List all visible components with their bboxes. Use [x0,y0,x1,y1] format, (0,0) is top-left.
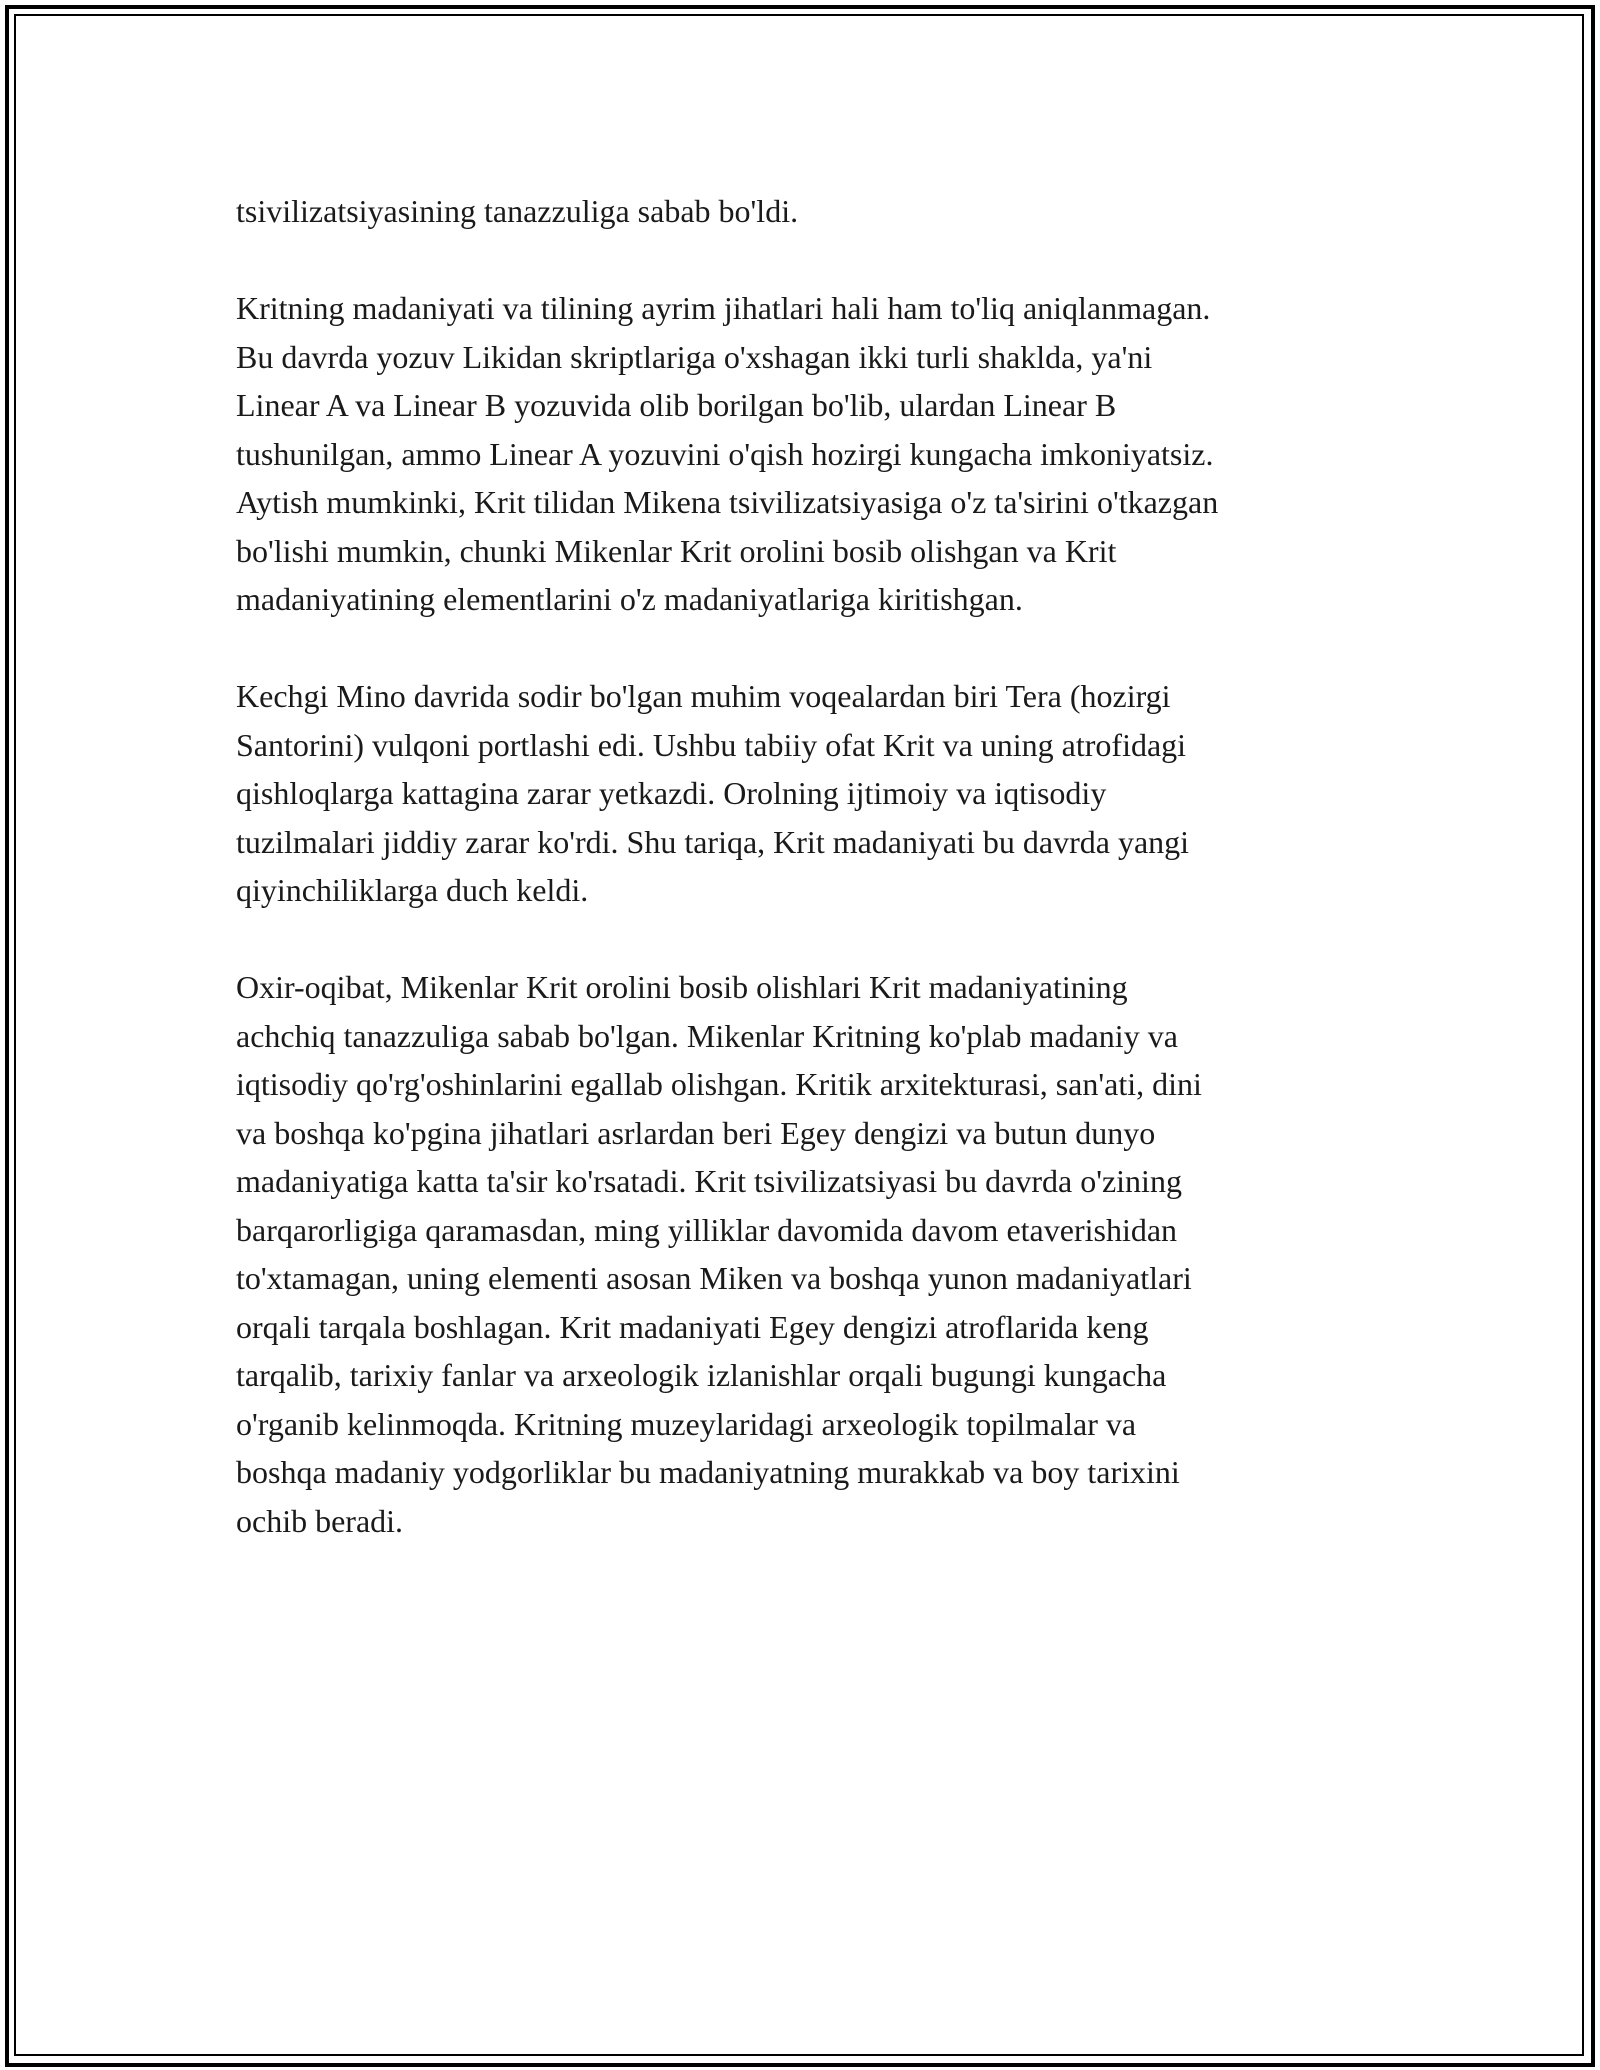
text-line: Linear A va Linear B yozuvida olib borilgan bo'lib, ulardan Linear B [236,387,1117,423]
text-line: Kechgi Mino davrida sodir bo'lgan muhim voqealardan biri Tera (hozirgi [236,678,1171,714]
text-line: Aytish mumkinki, Krit tilidan Mikena tsivilizatsiyasiga o'z ta'sirini o'tkazgan [236,484,1219,520]
paragraph-1 [236,187,1376,236]
text-line: qiyinchiliklarga duch keldi. [236,872,589,908]
text-line: tarqalib, tarixiy fanlar va arxeologik izlanishlar orqali bugungi kungacha [236,1357,1167,1393]
text-line: ochib beradi. [236,1502,404,1539]
paragraph-4 [236,963,1376,1545]
paragraph-3 [236,672,1376,915]
text-line: to'xtamagan, uning elementi asosan Miken va boshqa yunon madaniyatlari [236,1260,1192,1296]
text-line: achchiq tanazzuliga sabab bo'lgan. Mikenlar Kritning ko'plab madaniy va [236,1017,1178,1054]
text-line: tuzilmalari jiddiy zarar ko'rdi. Shu tariqa, Krit madaniyati bu davrda yangi [236,823,1190,860]
text-line: madaniyatining elementlarini o'z madaniyatlariga kiritishgan. [236,581,1023,617]
text-line: Santorini) vulqoni portlashi edi. Ushbu tabiiy ofat Krit va uning atrofidagi [236,726,1187,763]
text-line: qishloqlarga kattagina zarar yetkazdi. Orolning ijtimoiy va iqtisodiy [236,775,1107,811]
text-line: madaniyatiga katta ta'sir ko'rsatadi. Krit tsivilizatsiyasi bu davrda o'zining [236,1163,1182,1199]
text-line: tsivilizatsiyasining tanazzuliga sabab bo'ldi. [236,193,799,229]
text-line: Kritning madaniyati va tilining ayrim jihatlari hali ham to'liq aniqlanmagan. [236,290,1211,326]
text-line: iqtisodiy qo'rg'oshinlarini egallab olishgan. Kritik arxitekturasi, san'ati, dini [236,1066,1202,1102]
text-line: orqali tarqala boshlagan. Krit madaniyati Egey dengizi atroflarida keng [236,1308,1149,1345]
text-line: Bu davrda yozuv Likidan skriptlariga o'xshagan ikki turli shaklda, ya'ni [236,338,1153,375]
paragraph-2 [236,284,1376,624]
text-line: tushunilgan, ammo Linear A yozuvini o'qish hozirgi kungacha imkoniyatsiz. [236,435,1214,472]
text-line: o'rganib kelinmoqda. Kritning muzeylaridagi arxeologik topilmalar va [236,1405,1137,1442]
text-line: bo'lishi mumkin, chunki Mikenlar Krit orolini bosib olishgan va Krit [236,532,1117,569]
text-line: barqarorligiga qaramasdan, ming yilliklar davomida davom etaverishidan [236,1211,1178,1248]
document-body [236,187,1376,1594]
text-line: boshqa madaniy yodgorliklar bu madaniyatning murakkab va boy tarixini [236,1454,1180,1490]
text-line: Oxir-oqibat, Mikenlar Krit orolini bosib olishlari Krit madaniyatining [236,969,1128,1005]
text-line: va boshqa ko'pgina jihatlari asrlardan beri Egey dengizi va butun dunyo [236,1114,1156,1151]
